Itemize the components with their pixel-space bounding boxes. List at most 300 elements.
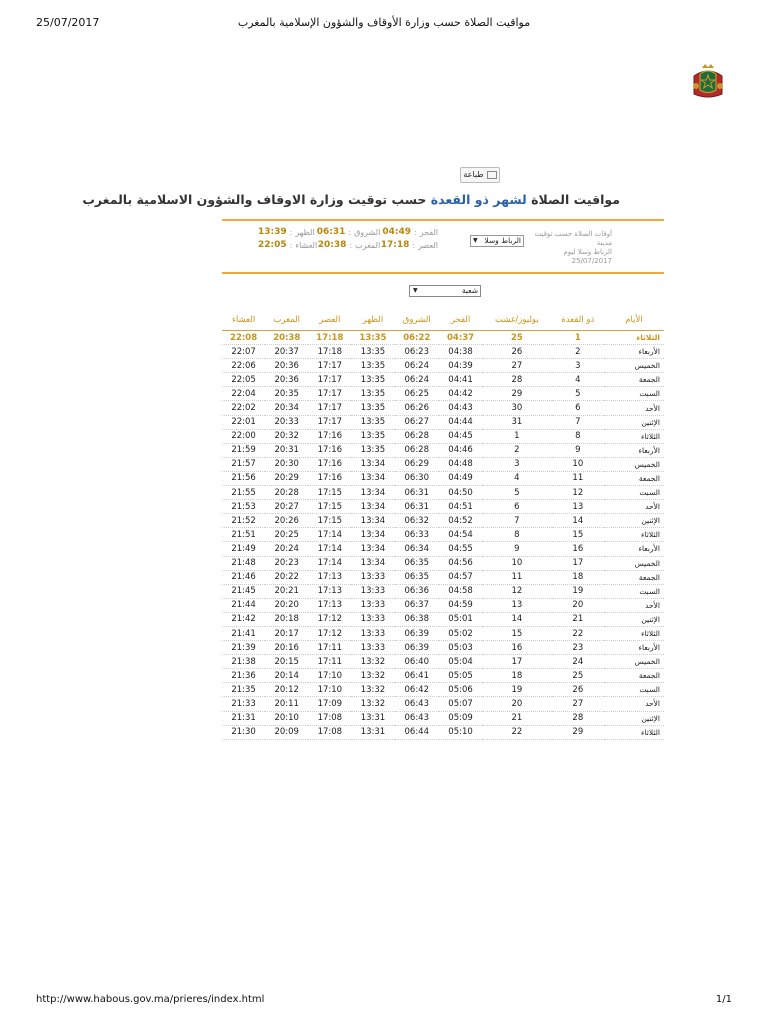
table-cell: 22:06 [222,359,265,373]
table-cell: 1 [482,429,552,443]
table-cell: 04:56 [439,556,482,570]
table-cell: 17:12 [308,612,351,626]
table-cell: 04:50 [439,486,482,500]
table-row [222,655,664,669]
table-cell-day: الثلاثاء [604,626,664,640]
table-row [222,345,664,359]
table-cell: 28 [552,711,604,725]
table-cell: 04:38 [439,345,482,359]
table-row [222,514,664,528]
table-cell: 21:46 [222,570,265,584]
table-cell: 22:08 [222,331,265,345]
table-cell-day: الجمعة [604,471,664,485]
table-cell: 04:45 [439,429,482,443]
table-row [222,359,664,373]
table-row [222,373,664,387]
table-cell: 04:51 [439,500,482,514]
table-cell: 30 [482,401,552,415]
table-cell-day: السبت [604,387,664,401]
table-row [222,641,664,655]
today-isha: العشاء : 22:05 [258,240,318,250]
table-cell: 06:39 [395,641,440,655]
table-cell: 21:35 [222,683,265,697]
table-cell: 13:34 [351,486,394,500]
table-row [222,697,664,711]
table-cell: 20:26 [265,514,308,528]
table-cell: 31 [482,415,552,429]
table-cell: 13:33 [351,570,394,584]
document-title: مواقيت الصلاة حسب وزارة الأوقاف والشؤون الإسلامية بالمغرب [237,16,531,29]
table-cell-day: الخميس [604,556,664,570]
table-cell: 13:31 [351,711,394,725]
print-footer [0,994,768,1008]
table-cell-day: الأربعاء [604,641,664,655]
table-cell: 22:05 [222,373,265,387]
table-cell: 06:40 [395,655,440,669]
table-cell: 20:28 [265,486,308,500]
table-cell: 19 [552,584,604,598]
table-cell: 13:34 [351,457,394,471]
table-cell-day: الثلاثاء [604,528,664,542]
chevron-down-icon: ▼ [413,287,418,294]
table-cell-day: السبت [604,584,664,598]
table-cell: 17:14 [308,556,351,570]
table-cell: 20:29 [265,471,308,485]
table-cell: 06:28 [395,443,440,457]
table-cell: 4 [552,373,604,387]
table-cell: 22 [552,626,604,640]
table-row [222,683,664,697]
table-cell: 20:23 [265,556,308,570]
city-select[interactable] [470,235,524,247]
table-cell: 13:33 [351,641,394,655]
table-cell: 21:56 [222,471,265,485]
table-cell: 17:15 [308,514,351,528]
table-cell: 17:18 [308,331,351,345]
table-cell: 06:43 [395,711,440,725]
table-cell: 06:24 [395,359,440,373]
printer-icon [487,171,497,179]
table-cell: 21:48 [222,556,265,570]
table-cell: 25 [552,669,604,683]
print-button[interactable] [460,167,500,183]
table-cell: 21:31 [222,711,265,725]
table-cell-day: الجمعة [604,570,664,584]
table-cell: 2 [552,345,604,359]
print-header [0,16,768,32]
table-cell: 17:17 [308,415,351,429]
table-cell: 21:42 [222,612,265,626]
table-row [222,471,664,485]
table-cell: 3 [482,457,552,471]
table-row [222,669,664,683]
table-row [222,584,664,598]
table-cell: 8 [552,429,604,443]
table-row [222,429,664,443]
table-cell: 21:44 [222,598,265,612]
table-cell: 06:37 [395,598,440,612]
table-cell: 06:32 [395,514,440,528]
table-cell: 06:31 [395,500,440,514]
table-cell: 21:49 [222,542,265,556]
table-cell: 13:33 [351,626,394,640]
table-cell: 06:44 [395,725,440,739]
table-cell: 13:35 [351,429,394,443]
table-cell: 29 [482,387,552,401]
table-cell: 13:34 [351,542,394,556]
table-cell: 04:55 [439,542,482,556]
column-header: المغرب [265,310,308,331]
table-cell: 20:32 [265,429,308,443]
table-cell-day: الأحد [604,598,664,612]
divider-bottom [222,272,664,274]
table-cell: 13:35 [351,331,394,345]
table-cell: 13:35 [351,401,394,415]
table-cell-day: السبت [604,486,664,500]
table-cell: 17 [482,655,552,669]
table-cell: 13:34 [351,556,394,570]
table-cell: 17:16 [308,471,351,485]
table-cell: 17:17 [308,387,351,401]
table-row [222,528,664,542]
table-row [222,486,664,500]
table-cell: 20:12 [265,683,308,697]
column-header: الظهر [351,310,394,331]
table-cell: 27 [552,697,604,711]
table-cell: 06:42 [395,683,440,697]
table-cell: 04:39 [439,359,482,373]
table-cell: 22:07 [222,345,265,359]
table-row [222,570,664,584]
chevron-down-icon: ▼ [473,237,478,244]
table-cell: 9 [482,542,552,556]
table-row [222,331,664,345]
table-cell: 21:30 [222,725,265,739]
table-cell: 2 [482,443,552,457]
table-cell: 20:10 [265,711,308,725]
month-select-value: شعبة [461,286,478,295]
table-cell: 06:39 [395,626,440,640]
table-row [222,612,664,626]
table-cell: 4 [482,471,552,485]
table-cell: 21 [552,612,604,626]
title-part-1: مواقيت الصلاة [526,192,620,207]
table-cell: 06:38 [395,612,440,626]
table-cell: 17:15 [308,486,351,500]
city-note [530,230,612,266]
table-row [222,415,664,429]
table-cell: 05:09 [439,711,482,725]
table-cell: 26 [482,345,552,359]
table-cell: 22:04 [222,387,265,401]
prayer-times-table [222,310,664,740]
column-header: الفجر [439,310,482,331]
table-cell: 21:41 [222,626,265,640]
table-cell: 28 [482,373,552,387]
table-cell: 21:38 [222,655,265,669]
table-cell: 22 [482,725,552,739]
table-cell: 13:34 [351,500,394,514]
table-cell: 21:45 [222,584,265,598]
table-cell-day: الإثنين [604,711,664,725]
table-cell: 21:52 [222,514,265,528]
table-row [222,725,664,739]
print-date: 25/07/2017 [36,16,100,29]
page-count: 1/1 [715,994,732,1005]
table-cell: 21:59 [222,443,265,457]
table-cell: 17:09 [308,697,351,711]
table-cell: 13:34 [351,514,394,528]
table-cell: 06:31 [395,486,440,500]
table-cell: 04:57 [439,570,482,584]
table-cell: 21:53 [222,500,265,514]
page-url: http://www.habous.gov.ma/prieres/index.html [36,994,265,1005]
table-cell: 16 [552,542,604,556]
today-dhuhr: الظهر : 13:39 [258,227,315,237]
table-cell: 06:26 [395,401,440,415]
table-cell: 7 [552,415,604,429]
table-cell: 06:22 [395,331,440,345]
table-cell: 20:09 [265,725,308,739]
table-row [222,711,664,725]
table-cell: 6 [482,500,552,514]
table-row [222,556,664,570]
table-cell: 13 [552,500,604,514]
table-cell: 04:54 [439,528,482,542]
column-header: العشاء [222,310,265,331]
table-cell: 05:03 [439,641,482,655]
table-cell: 04:46 [439,443,482,457]
table-cell: 20:20 [265,598,308,612]
table-cell: 13:35 [351,373,394,387]
table-cell: 21 [482,711,552,725]
table-cell: 06:36 [395,584,440,598]
table-cell: 04:37 [439,331,482,345]
table-cell: 13:34 [351,528,394,542]
table-cell: 06:35 [395,570,440,584]
table-cell: 06:33 [395,528,440,542]
table-cell: 17:08 [308,725,351,739]
table-cell: 10 [482,556,552,570]
table-cell: 17:13 [308,584,351,598]
table-cell: 04:44 [439,415,482,429]
table-cell: 17:17 [308,401,351,415]
table-cell: 3 [552,359,604,373]
table-cell-day: الأحد [604,401,664,415]
column-header: الأيام [604,310,664,331]
table-cell: 05:02 [439,626,482,640]
month-select[interactable] [409,285,481,297]
table-cell: 05:06 [439,683,482,697]
table-cell: 04:58 [439,584,482,598]
table-cell: 05:07 [439,697,482,711]
table-cell: 20:36 [265,373,308,387]
city-select-value: الرباط وسلا [484,236,521,245]
table-cell: 20:38 [265,331,308,345]
table-cell: 20:25 [265,528,308,542]
city-note-line-2: الرباط وسلا ليوم 25/07/2017 [563,248,612,265]
table-cell: 6 [552,401,604,415]
table-cell: 20:24 [265,542,308,556]
table-cell: 04:52 [439,514,482,528]
table-cell: 8 [482,528,552,542]
divider-top [222,219,664,221]
table-cell: 20:11 [265,697,308,711]
table-cell: 13:33 [351,612,394,626]
table-cell-day: السبت [604,683,664,697]
today-maghrib: المغرب : 20:38 [317,240,381,250]
table-cell: 13:35 [351,387,394,401]
table-cell: 17:10 [308,683,351,697]
table-cell: 06:34 [395,542,440,556]
table-cell: 04:48 [439,457,482,471]
table-cell: 21:36 [222,669,265,683]
table-cell: 17:14 [308,528,351,542]
table-cell: 13:32 [351,683,394,697]
table-cell: 20 [552,598,604,612]
table-cell-day: الخميس [604,655,664,669]
table-cell: 24 [552,655,604,669]
table-cell-day: الثلاثاء [604,331,664,345]
table-cell: 13:34 [351,471,394,485]
table-cell: 17:17 [308,359,351,373]
table-cell: 22:01 [222,415,265,429]
coat-of-arms-icon [688,62,728,102]
table-row [222,457,664,471]
table-cell: 17:16 [308,443,351,457]
table-cell: 1 [552,331,604,345]
table-cell: 13:32 [351,697,394,711]
table-cell: 06:27 [395,415,440,429]
table-cell: 20:31 [265,443,308,457]
table-cell: 27 [482,359,552,373]
table-cell: 20:18 [265,612,308,626]
table-cell: 20 [482,697,552,711]
table-row [222,500,664,514]
table-body [222,331,664,740]
table-cell: 13 [482,598,552,612]
table-cell: 04:49 [439,471,482,485]
table-cell: 17:08 [308,711,351,725]
table-cell: 21:55 [222,486,265,500]
table-cell: 17:11 [308,655,351,669]
table-cell: 05:01 [439,612,482,626]
table-cell-day: الثلاثاء [604,429,664,443]
column-header: يوليوز/غشت [482,310,552,331]
table-cell-day: الأحد [604,500,664,514]
city-info-panel [222,226,612,265]
table-header-row [222,310,664,331]
table-cell-day: الخميس [604,359,664,373]
table-cell: 18 [552,570,604,584]
table-cell: 12 [552,486,604,500]
table-cell: 13:32 [351,655,394,669]
table-cell: 17:18 [308,345,351,359]
table-cell: 5 [552,387,604,401]
table-cell: 14 [552,514,604,528]
table-cell: 06:23 [395,345,440,359]
table-cell: 13:31 [351,725,394,739]
table-cell: 17:16 [308,429,351,443]
today-row-1 [258,226,438,239]
table-cell: 9 [552,443,604,457]
table-cell: 20:27 [265,500,308,514]
table-row [222,598,664,612]
table-cell: 20:22 [265,570,308,584]
table-cell: 13:33 [351,584,394,598]
table-cell: 04:43 [439,401,482,415]
table-cell: 13:32 [351,669,394,683]
table-cell: 20:33 [265,415,308,429]
table-cell: 5 [482,486,552,500]
table-cell: 05:05 [439,669,482,683]
table-cell: 13:33 [351,598,394,612]
table-cell: 22:02 [222,401,265,415]
table-cell: 17:13 [308,598,351,612]
table-cell: 05:10 [439,725,482,739]
table-cell: 17:15 [308,500,351,514]
table-cell: 17:10 [308,669,351,683]
table-cell: 10 [552,457,604,471]
table-cell: 21:51 [222,528,265,542]
table-row [222,542,664,556]
today-row-2 [258,239,438,252]
table-cell: 11 [552,471,604,485]
table-cell-day: الأربعاء [604,542,664,556]
table-cell: 17 [552,556,604,570]
title-month: لشهر ذو القعدة [430,192,527,207]
table-cell: 17:16 [308,457,351,471]
table-cell: 13:35 [351,345,394,359]
table-cell: 19 [482,683,552,697]
print-button-label: طباعة [463,170,484,179]
table-cell: 18 [482,669,552,683]
table-cell: 20:35 [265,387,308,401]
title-part-3: حسب توقيت وزارة الاوقاف والشؤون الاسلامية بالمغرب [82,192,431,207]
table-cell: 20:36 [265,359,308,373]
table-row [222,387,664,401]
table-cell: 20:34 [265,401,308,415]
column-header: العصر [308,310,351,331]
table-cell: 17:12 [308,626,351,640]
table-cell: 25 [482,331,552,345]
table-cell: 15 [482,626,552,640]
page-title [82,192,620,207]
table-cell: 20:15 [265,655,308,669]
table-cell: 20:14 [265,669,308,683]
table-cell-day: الإثنين [604,415,664,429]
table-cell: 06:24 [395,373,440,387]
table-cell: 29 [552,725,604,739]
table-cell: 22:00 [222,429,265,443]
table-cell: 12 [482,584,552,598]
table-cell: 06:25 [395,387,440,401]
table-cell-day: الإثنين [604,514,664,528]
table-cell: 20:21 [265,584,308,598]
table-cell-day: الخميس [604,457,664,471]
today-fajr: الفجر : 04:49 [382,227,438,237]
table-cell: 05:04 [439,655,482,669]
table-cell: 20:30 [265,457,308,471]
table-cell: 20:17 [265,626,308,640]
table-cell: 13:35 [351,415,394,429]
table-cell-day: الثلاثاء [604,725,664,739]
table-cell: 20:16 [265,641,308,655]
table-row [222,626,664,640]
table-cell: 04:42 [439,387,482,401]
table-cell: 04:59 [439,598,482,612]
table-cell-day: الجمعة [604,373,664,387]
